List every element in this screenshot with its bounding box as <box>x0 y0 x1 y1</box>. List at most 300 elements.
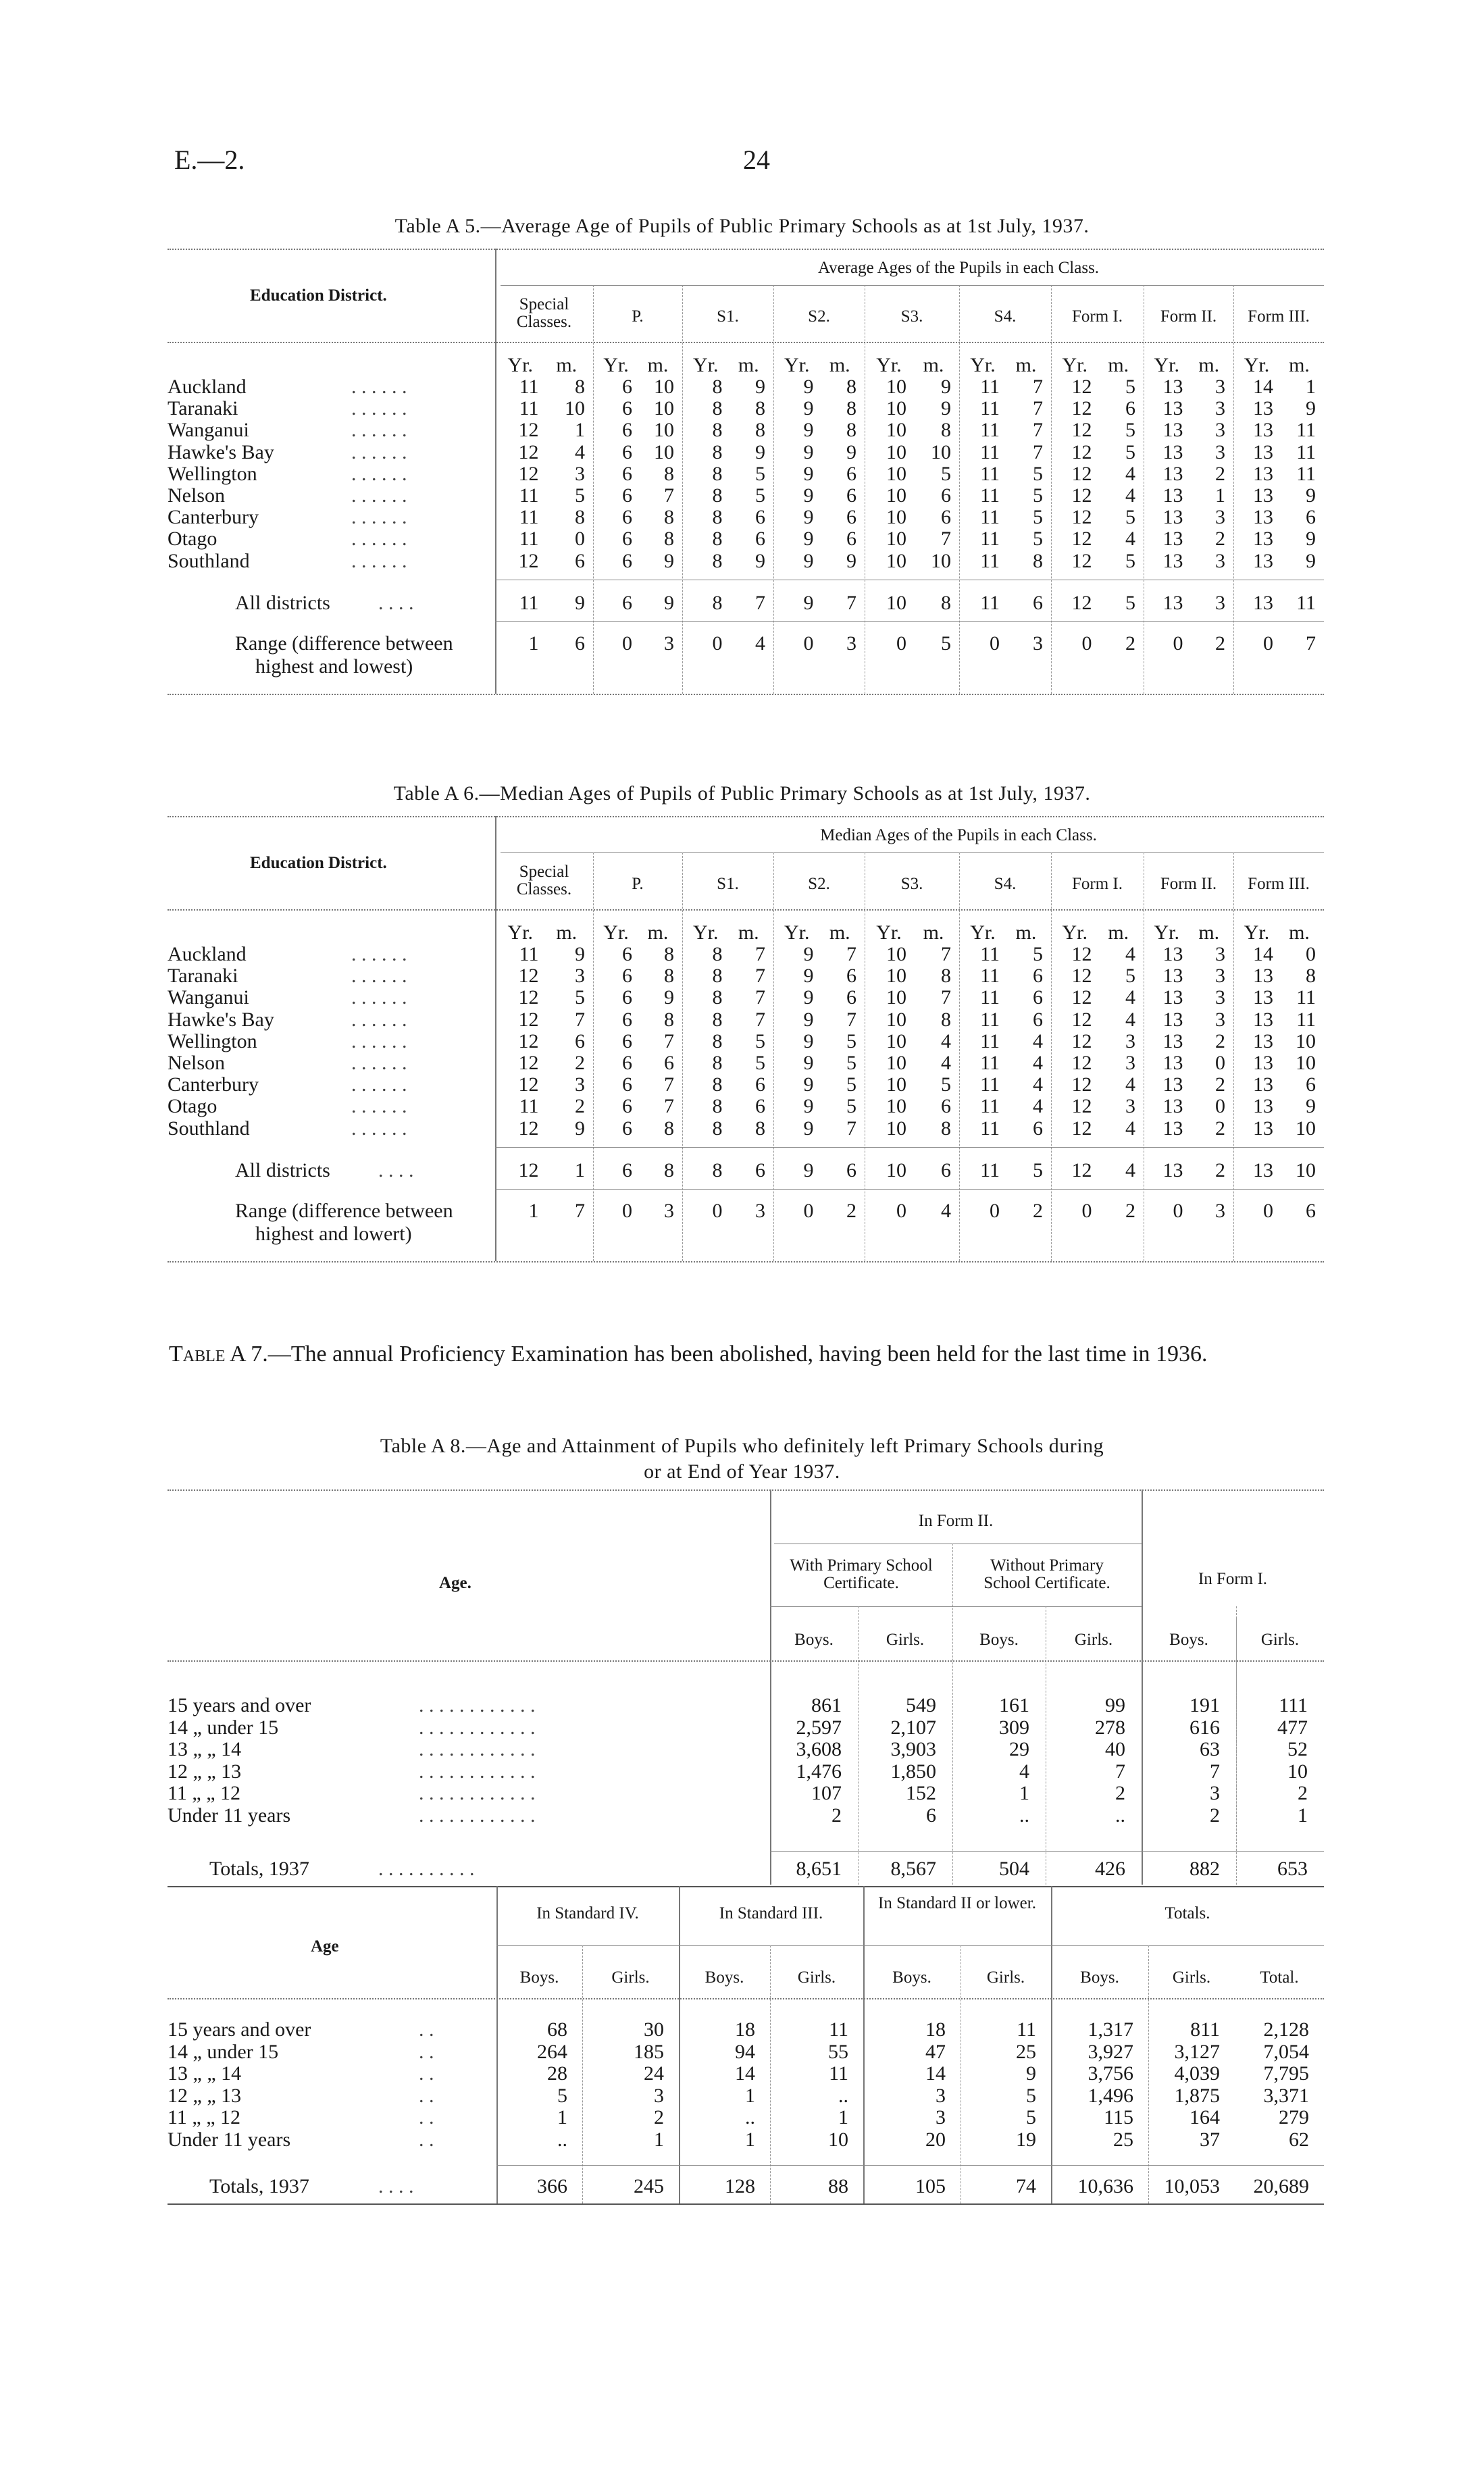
table-cell-years: 13 <box>1162 1095 1183 1118</box>
unit-yr: Yr. <box>693 354 719 376</box>
table-cell-years: 9 <box>803 943 814 965</box>
table-cell-months: 6 <box>941 1095 951 1118</box>
range-cell-years: 0 <box>896 1199 906 1222</box>
table-cell-years: 9 <box>803 1052 814 1074</box>
unit-m: m. <box>647 921 669 944</box>
table-cell-months: 6 <box>575 549 585 572</box>
table-cell: 115 <box>1104 2106 1133 2128</box>
table-cell-months: 7 <box>941 943 951 965</box>
range-cell-years: 0 <box>990 1199 1000 1222</box>
leader-dots: . . . . . . . . . . . . <box>419 1716 536 1739</box>
table-cell-months: 6 <box>846 528 856 551</box>
table-cell-months: 10 <box>1296 1117 1316 1140</box>
unit-yr: Yr. <box>1062 921 1088 944</box>
leader-dots: . . . . . . <box>351 1117 407 1140</box>
district-name: Otago <box>168 1095 218 1118</box>
table-cell-months: 3 <box>1215 397 1225 420</box>
table-cell-years: 6 <box>622 986 632 1009</box>
table-cell-months: 9 <box>1306 1095 1316 1118</box>
table-cell-years: 8 <box>712 1008 723 1031</box>
table-cell-years: 11 <box>519 1095 539 1118</box>
table-cell-months: 6 <box>1033 1008 1043 1031</box>
table-cell-years: 12 <box>1071 549 1092 572</box>
table-cell-years: 10 <box>886 528 906 551</box>
district-name: Nelson <box>168 1052 225 1074</box>
girls-header: Girls. <box>611 1968 650 1987</box>
table-cell-months: 9 <box>664 549 674 572</box>
rule <box>168 1489 1324 1491</box>
unit-yr: Yr. <box>1244 921 1270 944</box>
table-cell-months: 9 <box>1306 549 1316 572</box>
table-cell-months: 2 <box>1215 462 1225 485</box>
district-name: Taranaki <box>168 965 238 988</box>
total-cell: 10,053 <box>1164 2175 1220 2197</box>
table-cell-years: 12 <box>1071 1008 1092 1031</box>
table-cell-months: 2 <box>1215 1073 1225 1096</box>
table-cell: 55 <box>828 2040 848 2063</box>
table-cell: 14 <box>735 2062 755 2085</box>
table-cell-years: 13 <box>1162 419 1183 442</box>
range-cell-months: 5 <box>941 632 951 655</box>
girls-header: Girls. <box>1260 1631 1300 1649</box>
district-name: Otago <box>168 528 218 551</box>
all-cell-months: 10 <box>1296 1158 1316 1181</box>
table-cell-months: 5 <box>755 1052 765 1074</box>
table-cell-years: 13 <box>1253 462 1273 485</box>
table-cell-months: 4 <box>941 1029 951 1052</box>
rule <box>168 342 1324 343</box>
table-cell-years: 9 <box>803 397 814 420</box>
table-cell-months: 4 <box>1125 528 1135 551</box>
table-cell-years: 8 <box>712 965 723 988</box>
table-cell: 279 <box>1279 2106 1309 2128</box>
table-cell-years: 14 <box>1253 376 1273 398</box>
table-cell: 3 <box>1210 1782 1220 1804</box>
table-cell-years: 11 <box>980 484 1000 507</box>
table-cell: 278 <box>1095 1716 1125 1739</box>
group-header: Median Ages of the Pupils in each Class. <box>820 826 1097 844</box>
table-cell: 111 <box>1279 1694 1308 1716</box>
table-cell-months: 6 <box>1033 965 1043 988</box>
table-cell-months: 9 <box>575 943 585 965</box>
table-cell: .. <box>838 2084 848 2107</box>
table-cell: 5 <box>1026 2084 1036 2107</box>
table-cell: 1 <box>1019 1782 1029 1804</box>
all-cell-months: 6 <box>846 1158 856 1181</box>
table-cell-years: 9 <box>803 462 814 485</box>
table-cell: 2,107 <box>890 1716 936 1739</box>
table-cell-months: 8 <box>846 419 856 442</box>
table-cell-months: 9 <box>941 376 951 398</box>
column-header: S4. <box>994 875 1017 893</box>
column-header: Form III. <box>1248 307 1310 326</box>
rule <box>168 816 1324 817</box>
unit-yr: Yr. <box>1154 921 1179 944</box>
table-cell-months: 9 <box>846 440 856 463</box>
table-cell-months: 8 <box>941 1008 951 1031</box>
unit-yr: Yr. <box>784 921 810 944</box>
table-cell: 18 <box>925 2018 946 2041</box>
all-cell-years: 11 <box>980 591 1000 614</box>
leader-dots: . . . . . . . . . . . . <box>419 1782 536 1804</box>
column-header: Form I. <box>1072 875 1123 893</box>
district-name: Wanganui <box>168 419 249 442</box>
table-cell-months: 5 <box>1125 965 1135 988</box>
age-header: Age. <box>439 1574 471 1592</box>
unit-yr: Yr. <box>1062 354 1088 376</box>
age-label: 12 „ „ 13 <box>168 1760 242 1783</box>
all-cell-months: 6 <box>1033 591 1043 614</box>
table-cell-months: 6 <box>941 484 951 507</box>
boys-header: Boys. <box>892 1968 931 1987</box>
age-label: 13 „ „ 14 <box>168 2062 242 2085</box>
all-cell-months: 2 <box>1215 1158 1225 1181</box>
table-cell-years: 13 <box>1162 397 1183 420</box>
table-cell-months: 4 <box>1125 484 1135 507</box>
table-cell-years: 11 <box>519 506 539 529</box>
table-cell-months: 4 <box>1125 986 1135 1009</box>
table-cell-years: 10 <box>886 1117 906 1140</box>
table-cell-years: 12 <box>518 1052 539 1074</box>
table-cell-months: 4 <box>941 1052 951 1074</box>
rule <box>501 852 1324 853</box>
table-cell-years: 8 <box>712 376 723 398</box>
age-label: 15 years and over <box>168 2018 311 2041</box>
table-cell-months: 7 <box>1033 376 1043 398</box>
table-cell: 861 <box>811 1694 842 1716</box>
table-cell-months: 3 <box>1215 986 1225 1009</box>
table-cell: 1 <box>838 2106 848 2128</box>
table-cell-years: 9 <box>803 506 814 529</box>
total-cell: 882 <box>1189 1858 1220 1880</box>
district-name: Hawke's Bay <box>168 440 274 463</box>
all-districts-label: All districts <box>235 1158 330 1181</box>
leader-dots: . . <box>419 2040 434 2063</box>
table-cell-years: 13 <box>1162 376 1183 398</box>
table-cell: 161 <box>999 1694 1029 1716</box>
range-cell-months: 2 <box>1033 1199 1043 1222</box>
table-cell-years: 11 <box>980 376 1000 398</box>
all-cell-months: 7 <box>755 591 765 614</box>
table-cell: 10 <box>1287 1760 1308 1783</box>
total-cell: 504 <box>999 1858 1029 1880</box>
table-cell-months: 5 <box>1125 419 1135 442</box>
table-cell: 164 <box>1189 2106 1220 2128</box>
table-cell-months: 5 <box>1125 376 1135 398</box>
table-cell: 25 <box>1113 2128 1133 2151</box>
table-cell-months: 9 <box>755 376 765 398</box>
table-cell: 1 <box>654 2128 664 2151</box>
age-label: 12 „ „ 13 <box>168 2084 242 2107</box>
group-header: Average Ages of the Pupils in each Class. <box>817 259 1100 277</box>
table-cell-years: 11 <box>980 1073 1000 1096</box>
rule <box>168 1886 1324 1887</box>
table-cell: 1 <box>1298 1804 1308 1827</box>
unit-m: m. <box>647 354 669 376</box>
table-a5-title: Table A 5.—Average Age of Pupils of Public Primary Schools as at 1st July, 1937. <box>394 215 1090 237</box>
all-cell-years: 9 <box>803 591 814 614</box>
all-cell-years: 11 <box>519 591 539 614</box>
table-cell-months: 4 <box>575 440 585 463</box>
table-cell-months: 5 <box>1033 528 1043 551</box>
table-cell-months: 5 <box>846 1073 856 1096</box>
table-cell: 2 <box>831 1804 842 1827</box>
table-cell: 5 <box>1026 2106 1036 2128</box>
table-cell-months: 4 <box>1125 1008 1135 1031</box>
range-cell-months: 7 <box>1306 632 1316 655</box>
column-header: S2. <box>808 307 830 326</box>
table-cell: 811 <box>1190 2018 1220 2041</box>
range-cell-months: 3 <box>846 632 856 655</box>
all-cell-months: 5 <box>1125 591 1135 614</box>
table-cell-years: 13 <box>1162 528 1183 551</box>
all-cell-years: 12 <box>1071 1158 1092 1181</box>
table-cell-years: 10 <box>886 1008 906 1031</box>
unit-yr: Yr. <box>1154 354 1179 376</box>
boys-header: Boys. <box>519 1968 559 1987</box>
leader-dots: . . . . . . <box>351 1073 407 1096</box>
table-cell-months: 3 <box>1125 1029 1135 1052</box>
table-cell-months: 4 <box>1125 943 1135 965</box>
document-reference: E.—2. <box>174 145 245 175</box>
table-cell-years: 12 <box>518 419 539 442</box>
range-cell-months: 4 <box>755 632 765 655</box>
table-cell-years: 11 <box>980 1095 1000 1118</box>
age-label: 11 „ „ 12 <box>168 1782 241 1804</box>
table-cell-months: 7 <box>1033 440 1043 463</box>
table-cell: 24 <box>644 2062 664 2085</box>
table-cell-years: 14 <box>1253 943 1273 965</box>
table-cell-years: 12 <box>1071 1117 1092 1140</box>
table-cell-months: 7 <box>664 1073 674 1096</box>
table-cell-years: 13 <box>1253 1117 1273 1140</box>
table-cell-years: 13 <box>1253 440 1273 463</box>
unit-yr: Yr. <box>603 921 629 944</box>
table-cell: 28 <box>547 2062 567 2085</box>
total-cell: 653 <box>1277 1858 1308 1880</box>
table-cell-years: 13 <box>1162 1029 1183 1052</box>
table-cell-years: 11 <box>519 528 539 551</box>
unit-yr: Yr. <box>970 921 996 944</box>
table-cell-years: 10 <box>886 1095 906 1118</box>
column-header: S3. <box>900 875 923 893</box>
range-label: Range (difference between <box>235 1199 453 1222</box>
total-cell: 20,689 <box>1253 2175 1309 2197</box>
age-label: 11 „ „ 12 <box>168 2106 241 2128</box>
table-cell-years: 12 <box>518 440 539 463</box>
table-cell: 25 <box>1016 2040 1036 2063</box>
table-cell-years: 9 <box>803 986 814 1009</box>
table-cell-months: 5 <box>846 1095 856 1118</box>
table-cell-months: 6 <box>846 484 856 507</box>
table-cell-years: 12 <box>1071 397 1092 420</box>
unit-yr: Yr. <box>876 921 902 944</box>
table-cell-months: 5 <box>1125 440 1135 463</box>
table-cell-years: 12 <box>1071 1052 1092 1074</box>
totals-label: Totals, 1937 <box>209 2175 309 2197</box>
table-cell-years: 9 <box>803 1008 814 1031</box>
table-cell: .. <box>745 2106 755 2128</box>
leader-dots: . . . . . . <box>351 1008 407 1031</box>
table-cell-months: 5 <box>941 462 951 485</box>
table-cell-years: 13 <box>1162 986 1183 1009</box>
range-cell-years: 0 <box>712 1199 723 1222</box>
table-cell: 9 <box>1026 2062 1036 2085</box>
page-number: 24 <box>743 145 770 175</box>
table-cell-months: 2 <box>1215 1117 1225 1140</box>
table-cell-years: 6 <box>622 376 632 398</box>
table-cell-years: 13 <box>1162 484 1183 507</box>
table-cell-years: 6 <box>622 440 632 463</box>
table-cell-months: 5 <box>755 484 765 507</box>
table-cell-months: 3 <box>1215 965 1225 988</box>
table-cell-years: 10 <box>886 397 906 420</box>
table-cell-months: 11 <box>1296 440 1316 463</box>
column-header: S1. <box>717 307 739 326</box>
table-cell: 1,496 <box>1088 2084 1133 2107</box>
unit-yr: Yr. <box>507 921 533 944</box>
table-cell: 94 <box>735 2040 755 2063</box>
table-cell-years: 11 <box>980 986 1000 1009</box>
table-cell: 2 <box>654 2106 664 2128</box>
range-cell-years: 0 <box>803 632 814 655</box>
all-cell-months: 8 <box>664 1158 674 1181</box>
table-cell: 3,371 <box>1263 2084 1309 2107</box>
table-cell: 40 <box>1105 1738 1125 1760</box>
range-cell-months: 3 <box>1215 1199 1225 1222</box>
range-cell-months: 3 <box>755 1199 765 1222</box>
boys-header: Boys. <box>979 1631 1019 1649</box>
table-cell-years: 12 <box>1071 440 1092 463</box>
table-cell-years: 13 <box>1253 1008 1273 1031</box>
table-cell-years: 13 <box>1162 943 1183 965</box>
table-cell-months: 11 <box>1296 986 1316 1009</box>
table-a6-title: Table A 6.—Median Ages of Pupils of Public Primary Schools as at 1st July, 1937. <box>393 782 1091 805</box>
table-cell-years: 6 <box>622 528 632 551</box>
table-cell-years: 11 <box>980 549 1000 572</box>
all-cell-years: 8 <box>712 1158 723 1181</box>
table-cell: 7 <box>1115 1760 1125 1783</box>
district-name: Wellington <box>168 1029 257 1052</box>
rule <box>495 1189 1324 1190</box>
table-cell: 29 <box>1009 1738 1029 1760</box>
unit-yr: Yr. <box>693 921 719 944</box>
table-cell: 185 <box>634 2040 664 2063</box>
table-cell: 52 <box>1287 1738 1308 1760</box>
rule <box>770 1851 1324 1852</box>
table-cell-years: 13 <box>1253 484 1273 507</box>
table-cell-years: 13 <box>1162 1073 1183 1096</box>
table-cell-months: 7 <box>755 1008 765 1031</box>
unit-m: m. <box>556 921 578 944</box>
table-cell-months: 10 <box>1296 1052 1316 1074</box>
table-cell-months: 1 <box>575 419 585 442</box>
table-cell-months: 4 <box>1033 1073 1043 1096</box>
table-cell: 7 <box>1210 1760 1220 1783</box>
table-cell: 264 <box>537 2040 567 2063</box>
all-cell-years: 10 <box>886 591 906 614</box>
range-cell-years: 0 <box>1263 632 1273 655</box>
table-cell-years: 9 <box>803 965 814 988</box>
table-cell-years: 12 <box>518 986 539 1009</box>
table-cell-months: 7 <box>1033 397 1043 420</box>
table-a7-note <box>169 1341 1324 1368</box>
table-cell-months: 5 <box>941 1073 951 1096</box>
table-cell-months: 6 <box>755 506 765 529</box>
table-cell-years: 12 <box>1071 986 1092 1009</box>
range-cell-years: 0 <box>712 632 723 655</box>
table-cell-years: 8 <box>712 506 723 529</box>
range-cell-years: 0 <box>1173 632 1183 655</box>
table-cell-months: 8 <box>755 1117 765 1140</box>
leader-dots: . . . . <box>378 1158 414 1181</box>
range-cell-years: 1 <box>528 1199 539 1222</box>
table-cell-years: 9 <box>803 1117 814 1140</box>
district-name: Southland <box>168 1117 250 1140</box>
range-cell-months: 2 <box>1215 632 1225 655</box>
table-cell: 37 <box>1200 2128 1220 2151</box>
district-name: Canterbury <box>168 1073 259 1096</box>
table-cell: 7,795 <box>1263 2062 1309 2085</box>
table-cell-months: 3 <box>1215 549 1225 572</box>
table-cell: .. <box>1115 1804 1125 1827</box>
table-cell-months: 8 <box>846 376 856 398</box>
table-cell-years: 6 <box>622 965 632 988</box>
table-cell-months: 7 <box>755 965 765 988</box>
table-cell-years: 11 <box>519 484 539 507</box>
leader-dots: . . . . <box>378 2175 414 2197</box>
age-label: 14 „ under 15 <box>168 2040 279 2063</box>
table-cell-years: 10 <box>886 376 906 398</box>
leader-dots: . . . . . . <box>351 484 407 507</box>
table-cell-years: 12 <box>1071 943 1092 965</box>
range-cell-months: 2 <box>1125 632 1135 655</box>
table-cell-months: 8 <box>575 376 585 398</box>
table-cell-months: 6 <box>755 1095 765 1118</box>
table-cell-years: 8 <box>712 1073 723 1096</box>
table-cell: 99 <box>1105 1694 1125 1716</box>
table-cell-months: 9 <box>941 397 951 420</box>
table-cell-years: 9 <box>803 440 814 463</box>
table-a8-title-cont: or at End of Year 1937. <box>644 1460 840 1483</box>
table-cell-years: 8 <box>712 1029 723 1052</box>
rule <box>168 909 1324 911</box>
table-cell-months: 2 <box>575 1052 585 1074</box>
table-cell-months: 6 <box>941 506 951 529</box>
table-cell-months: 8 <box>1033 549 1043 572</box>
boys-header: Boys. <box>1080 1968 1119 1987</box>
leader-dots: . . <box>419 2018 434 2041</box>
boys-header: Boys. <box>1169 1631 1208 1649</box>
table-cell-months: 5 <box>575 986 585 1009</box>
table-cell-months: 7 <box>575 1008 585 1031</box>
table-cell: 1 <box>745 2084 755 2107</box>
table-cell-months: 8 <box>664 1008 674 1031</box>
group-header: Totals. <box>1165 1904 1210 1922</box>
table-cell-years: 10 <box>886 462 906 485</box>
column-header: Form II. <box>1160 875 1217 893</box>
unit-m: m. <box>556 354 578 376</box>
table-cell-years: 9 <box>803 549 814 572</box>
column-header: Special Classes. <box>516 863 572 899</box>
table-cell: .. <box>557 2128 567 2151</box>
table-cell-years: 11 <box>519 943 539 965</box>
leader-dots: . . . . . . <box>351 986 407 1009</box>
table-cell: 1 <box>557 2106 567 2128</box>
table-cell-months: 8 <box>1306 965 1316 988</box>
rule <box>496 2165 1324 2166</box>
range-cell-months: 2 <box>846 1199 856 1222</box>
